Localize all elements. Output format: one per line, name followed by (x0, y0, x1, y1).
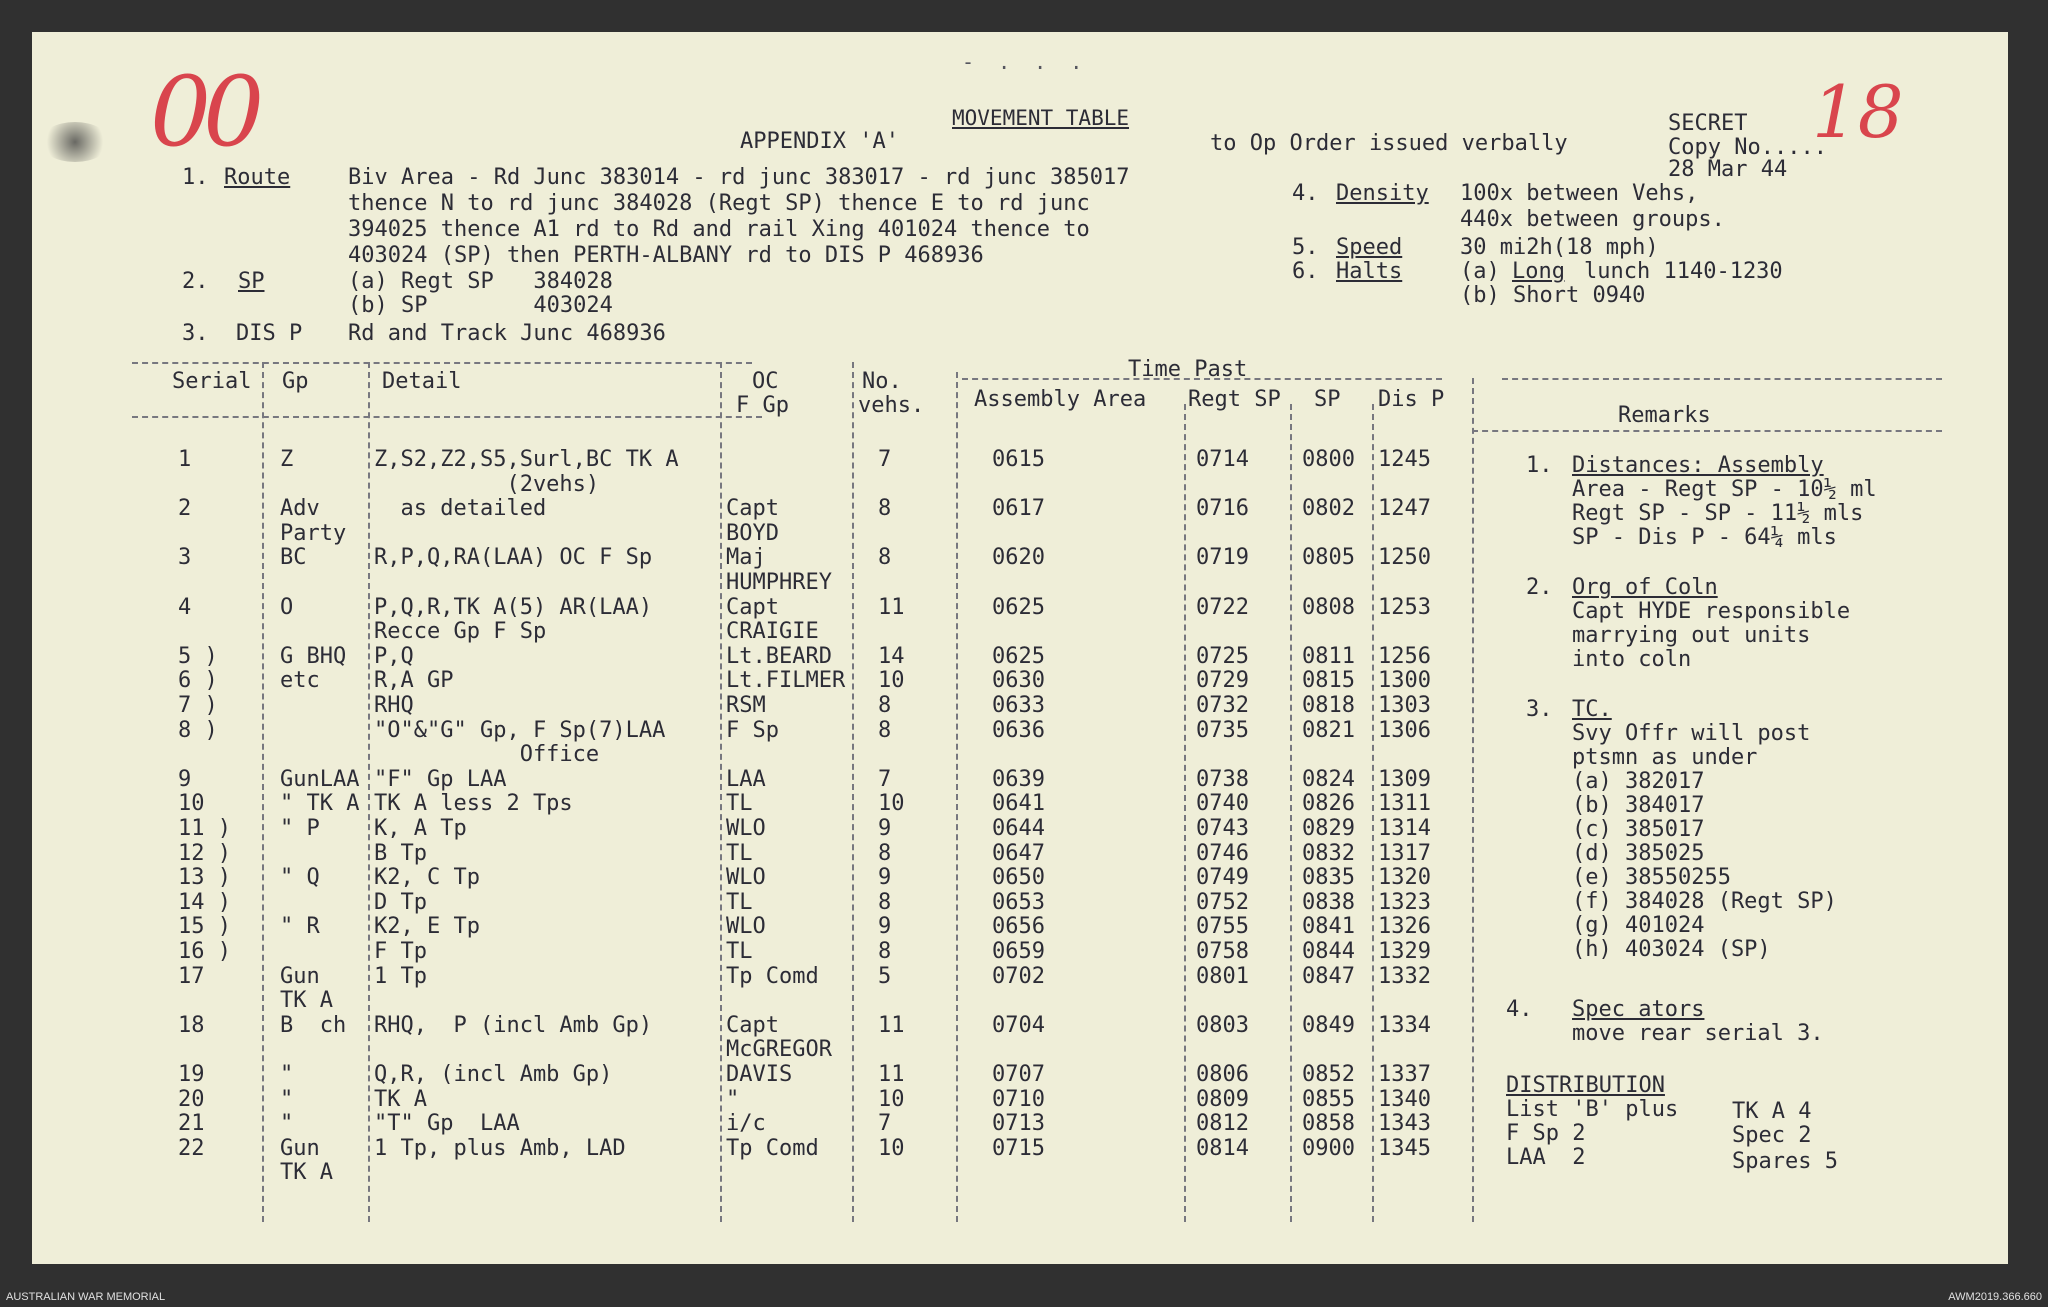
row-oc: Capt (726, 595, 779, 620)
row-detail: F Tp (374, 939, 427, 964)
row-sp-time: 0855 (1302, 1087, 1355, 1112)
header-top-marks: - . . . (962, 50, 1089, 74)
row-oc: BOYD (726, 521, 779, 546)
row-group: Z (280, 447, 294, 472)
column-divider (1472, 378, 1474, 1222)
row-regt-sp-time: 0803 (1196, 1013, 1249, 1038)
row-dis-p-time: 1345 (1378, 1136, 1431, 1161)
row-assembly-time: 0710 (992, 1087, 1045, 1112)
row-detail: Q,R, (incl Amb Gp) (374, 1062, 613, 1087)
remark-line: SP - Dis P - 64¼ mls (1572, 525, 1837, 550)
distribution-line: LAA 2 (1506, 1145, 1586, 1170)
row-detail: 1 Tp, plus Amb, LAD (374, 1136, 626, 1161)
row-dis-p-time: 1329 (1378, 939, 1431, 964)
row-detail: Office (374, 742, 600, 767)
row-oc: WLO (726, 816, 766, 841)
red-handwritten-mark-left: 00 (150, 56, 257, 168)
row-dis-p-time: 1253 (1378, 595, 1431, 620)
row-oc: Lt.FILMER (726, 668, 846, 693)
row-vehicle-count: 8 (878, 939, 892, 964)
header-dis-p: Dis P (1378, 387, 1445, 412)
row-assembly-time: 0633 (992, 693, 1045, 718)
remark-number: 3. (1526, 697, 1553, 722)
row-group: " (280, 1087, 294, 1112)
row-vehicle-count: 7 (878, 767, 892, 792)
row-serial: 17 (178, 964, 205, 989)
row-detail: R,A GP (374, 668, 454, 693)
route-number: 1. (182, 165, 209, 190)
row-serial: 8 ) (178, 718, 218, 743)
column-divider (720, 362, 722, 1222)
row-serial: 1 (178, 447, 192, 472)
speed-label: Speed (1336, 235, 1403, 260)
row-detail: "F" Gp LAA (374, 767, 507, 792)
row-serial: 7 ) (178, 693, 218, 718)
column-divider (262, 362, 264, 1222)
sp-line: (b) SP 403024 (348, 293, 613, 318)
row-oc: CRAIGIE (726, 619, 819, 644)
column-divider (1290, 404, 1292, 1222)
row-oc: LAA (726, 767, 766, 792)
row-assembly-time: 0715 (992, 1136, 1045, 1161)
row-sp-time: 0832 (1302, 841, 1355, 866)
row-oc: HUMPHREY (726, 570, 832, 595)
remark-label: TC. (1572, 697, 1612, 722)
row-sp-time: 0815 (1302, 668, 1355, 693)
row-serial: 19 (178, 1062, 205, 1087)
ink-smudge (40, 122, 110, 162)
row-detail: K2, C Tp (374, 865, 480, 890)
header-serial: Serial (172, 369, 252, 394)
row-vehicle-count: 7 (878, 447, 892, 472)
remarks-header-rule (1472, 430, 1942, 432)
row-serial: 15 ) (178, 914, 231, 939)
row-group: " Q (280, 865, 320, 890)
row-detail: D Tp (374, 890, 427, 915)
row-dis-p-time: 1311 (1378, 791, 1431, 816)
row-vehicle-count: 8 (878, 841, 892, 866)
row-dis-p-time: 1337 (1378, 1062, 1431, 1087)
column-divider (956, 372, 958, 1222)
row-detail: K2, E Tp (374, 914, 480, 939)
density-line: 100x between Vehs, (1460, 181, 1699, 206)
row-dis-p-time: 1343 (1378, 1111, 1431, 1136)
density-number: 4. (1292, 181, 1319, 206)
row-serial: 16 ) (178, 939, 231, 964)
row-dis-p-time: 1317 (1378, 841, 1431, 866)
row-sp-time: 0808 (1302, 595, 1355, 620)
row-oc: Maj (726, 545, 766, 570)
footer-institution: AUSTRALIAN WAR MEMORIAL (6, 1291, 166, 1303)
row-regt-sp-time: 0735 (1196, 718, 1249, 743)
halts-a-text: lunch 1140-1230 (1584, 259, 1783, 284)
remark-number: 4. (1506, 997, 1533, 1022)
row-oc: Capt (726, 1013, 779, 1038)
row-sp-time: 0829 (1302, 816, 1355, 841)
row-vehicle-count: 9 (878, 914, 892, 939)
row-group: " P (280, 816, 320, 841)
row-assembly-time: 0707 (992, 1062, 1045, 1087)
table-top-rule (132, 362, 752, 364)
row-oc: WLO (726, 865, 766, 890)
row-vehicle-count: 14 (878, 644, 905, 669)
row-detail: Z,S2,Z2,S5,Surl,BC TK A (374, 447, 679, 472)
row-oc: Capt (726, 496, 779, 521)
row-regt-sp-time: 0732 (1196, 693, 1249, 718)
header-vehs: No. (862, 369, 902, 394)
halts-b-text: (b) Short 0940 (1460, 283, 1646, 308)
row-assembly-time: 0620 (992, 545, 1045, 570)
row-serial: 10 (178, 791, 205, 816)
row-sp-time: 0835 (1302, 865, 1355, 890)
row-regt-sp-time: 0719 (1196, 545, 1249, 570)
row-sp-time: 0826 (1302, 791, 1355, 816)
row-serial: 14 ) (178, 890, 231, 915)
row-dis-p-time: 1247 (1378, 496, 1431, 521)
row-group: " TK A (280, 791, 360, 816)
appendix-label: APPENDIX 'A' (740, 129, 899, 154)
row-group: Adv (280, 496, 320, 521)
row-detail: P,Q,R,TK A(5) AR(LAA) (374, 595, 653, 620)
remark-line: Svy Offr will post (1572, 721, 1811, 746)
halts-label: Halts (1336, 259, 1403, 284)
document-subtitle: to Op Order issued verbally (1210, 131, 1568, 156)
remark-line: marrying out units (1572, 623, 1811, 648)
row-vehicle-count: 11 (878, 595, 905, 620)
row-regt-sp-time: 0746 (1196, 841, 1249, 866)
row-vehicle-count: 9 (878, 816, 892, 841)
row-sp-time: 0800 (1302, 447, 1355, 472)
route-label: Route (224, 165, 291, 190)
row-dis-p-time: 1332 (1378, 964, 1431, 989)
row-vehicle-count: 11 (878, 1062, 905, 1087)
header-assembly: Assembly Area (974, 387, 1147, 412)
row-oc: TL (726, 841, 753, 866)
row-group: GunLAA (280, 767, 360, 792)
row-regt-sp-time: 0752 (1196, 890, 1249, 915)
row-regt-sp-time: 0738 (1196, 767, 1249, 792)
header-vehs-line2: vehs. (858, 393, 925, 418)
remark-number: 1. (1526, 453, 1553, 478)
remark-line: (h) 403024 (SP) (1572, 937, 1771, 962)
red-handwritten-mark-right: 18 (1812, 70, 1904, 154)
row-assembly-time: 0641 (992, 791, 1045, 816)
row-regt-sp-time: 0809 (1196, 1087, 1249, 1112)
row-oc: TL (726, 939, 753, 964)
row-serial: 13 ) (178, 865, 231, 890)
row-serial: 11 ) (178, 816, 231, 841)
remark-line: Org of Coln (1572, 575, 1718, 600)
remark-line: Distances: Assembly (1572, 453, 1824, 478)
halts-a-marker: (a) (1460, 259, 1500, 284)
remark-line: Area - Regt SP - 10½ ml (1572, 477, 1877, 502)
row-serial: 6 ) (178, 668, 218, 693)
row-oc: McGREGOR (726, 1037, 832, 1062)
row-dis-p-time: 1323 (1378, 890, 1431, 915)
row-regt-sp-time: 0758 (1196, 939, 1249, 964)
row-group: Party (280, 521, 347, 546)
row-vehicle-count: 10 (878, 1136, 905, 1161)
row-serial: 2 (178, 496, 192, 521)
row-regt-sp-time: 0806 (1196, 1062, 1249, 1087)
row-sp-time: 0844 (1302, 939, 1355, 964)
header-time-past: Time Past (1128, 357, 1248, 382)
row-sp-time: 0802 (1302, 496, 1355, 521)
row-dis-p-time: 1334 (1378, 1013, 1431, 1038)
row-regt-sp-time: 0729 (1196, 668, 1249, 693)
remark-line: Regt SP - SP - 11½ mls (1572, 501, 1864, 526)
row-detail: "O"&"G" Gp, F Sp(7)LAA (374, 718, 666, 743)
row-sp-time: 0818 (1302, 693, 1355, 718)
row-assembly-time: 0713 (992, 1111, 1045, 1136)
row-dis-p-time: 1303 (1378, 693, 1431, 718)
row-group: O (280, 595, 294, 620)
row-serial: 3 (178, 545, 192, 570)
row-assembly-time: 0617 (992, 496, 1045, 521)
copy-number: Copy No..... (1668, 135, 1827, 160)
row-detail: TK A (374, 1087, 427, 1112)
row-regt-sp-time: 0725 (1196, 644, 1249, 669)
row-assembly-time: 0630 (992, 668, 1045, 693)
disp-text: Rd and Track Junc 468936 (348, 321, 666, 346)
row-assembly-time: 0704 (992, 1013, 1045, 1038)
column-divider (1372, 404, 1374, 1222)
row-assembly-time: 0653 (992, 890, 1045, 915)
row-serial: 18 (178, 1013, 205, 1038)
row-dis-p-time: 1340 (1378, 1087, 1431, 1112)
row-group: Gun (280, 964, 320, 989)
sp-line: (a) Regt SP 384028 (348, 269, 613, 294)
row-vehicle-count: 8 (878, 718, 892, 743)
row-serial: 12 ) (178, 841, 231, 866)
distribution-title: DISTRIBUTION (1506, 1073, 1665, 1098)
row-regt-sp-time: 0755 (1196, 914, 1249, 939)
row-vehicle-count: 10 (878, 791, 905, 816)
document-page (32, 32, 2008, 1264)
disp-label: DIS P (236, 321, 303, 346)
document-date: 28 Mar 44 (1668, 157, 1788, 182)
distribution-line: F Sp 2 (1506, 1121, 1586, 1146)
row-vehicle-count: 5 (878, 964, 892, 989)
row-dis-p-time: 1326 (1378, 914, 1431, 939)
row-detail: TK A less 2 Tps (374, 791, 573, 816)
row-detail: (2vehs) (374, 472, 600, 497)
row-oc: F Sp (726, 718, 779, 743)
remark-line: (d) 385025 (1572, 841, 1705, 866)
row-vehicle-count: 8 (878, 890, 892, 915)
row-regt-sp-time: 0801 (1196, 964, 1249, 989)
row-sp-time: 0858 (1302, 1111, 1355, 1136)
row-regt-sp-time: 0812 (1196, 1111, 1249, 1136)
row-dis-p-time: 1245 (1378, 447, 1431, 472)
row-group: Gun (280, 1136, 320, 1161)
row-serial: 4 (178, 595, 192, 620)
row-sp-time: 0821 (1302, 718, 1355, 743)
row-assembly-time: 0625 (992, 595, 1045, 620)
column-divider (852, 362, 854, 1222)
row-sp-time: 0838 (1302, 890, 1355, 915)
row-assembly-time: 0636 (992, 718, 1045, 743)
row-oc: RSM (726, 693, 766, 718)
density-label: Density (1336, 181, 1429, 206)
row-assembly-time: 0615 (992, 447, 1045, 472)
footer-catalogue-number: AWM2019.366.660 (1948, 1291, 2042, 1303)
halts-number: 6. (1292, 259, 1319, 284)
row-detail: R,P,Q,RA(LAA) OC F Sp (374, 545, 653, 570)
row-sp-time: 0900 (1302, 1136, 1355, 1161)
row-oc: Lt.BEARD (726, 644, 832, 669)
row-sp-time: 0811 (1302, 644, 1355, 669)
remark-line: (b) 384017 (1572, 793, 1705, 818)
row-sp-time: 0847 (1302, 964, 1355, 989)
row-regt-sp-time: 0814 (1196, 1136, 1249, 1161)
row-detail: as detailed (374, 496, 547, 521)
speed-text: 30 mi2h(18 mph) (1460, 235, 1659, 260)
remark-line: into coln (1572, 647, 1692, 672)
row-dis-p-time: 1256 (1378, 644, 1431, 669)
row-regt-sp-time: 0716 (1196, 496, 1249, 521)
row-oc: " (726, 1087, 740, 1112)
row-group: etc (280, 668, 320, 693)
row-dis-p-time: 1314 (1378, 816, 1431, 841)
row-oc: i/c (726, 1111, 766, 1136)
header-gp: Gp (282, 369, 309, 394)
row-detail: RHQ, P (incl Amb Gp) (374, 1013, 653, 1038)
header-regt-sp: Regt SP (1188, 387, 1281, 412)
row-detail: P,Q (374, 644, 414, 669)
row-assembly-time: 0650 (992, 865, 1045, 890)
row-detail: Recce Gp F Sp (374, 619, 547, 644)
speed-number: 5. (1292, 235, 1319, 260)
row-regt-sp-time: 0722 (1196, 595, 1249, 620)
row-assembly-time: 0702 (992, 964, 1045, 989)
row-detail: RHQ (374, 693, 414, 718)
row-group: G BHQ (280, 644, 347, 669)
row-assembly-time: 0656 (992, 914, 1045, 939)
remark-line: (c) 385017 (1572, 817, 1705, 842)
header-oc: OC (752, 369, 779, 394)
remark-line: ptsmn as under (1572, 745, 1758, 770)
row-oc: WLO (726, 914, 766, 939)
row-vehicle-count: 7 (878, 1111, 892, 1136)
row-vehicle-count: 8 (878, 693, 892, 718)
classification: SECRET (1668, 111, 1748, 136)
row-sp-time: 0841 (1302, 914, 1355, 939)
remark-line: (g) 401024 (1572, 913, 1705, 938)
row-oc: TL (726, 791, 753, 816)
row-oc: DAVIS (726, 1062, 793, 1087)
remark-line: (e) 38550255 (1572, 865, 1731, 890)
row-assembly-time: 0659 (992, 939, 1045, 964)
row-regt-sp-time: 0749 (1196, 865, 1249, 890)
row-group: TK A (280, 1160, 333, 1185)
row-sp-time: 0849 (1302, 1013, 1355, 1038)
distribution-line: Spec 2 (1732, 1123, 1812, 1148)
row-group: BC (280, 545, 307, 570)
table-header-rule (132, 416, 762, 418)
row-group: " (280, 1111, 294, 1136)
disp-number: 3. (182, 321, 209, 346)
row-vehicle-count: 8 (878, 496, 892, 521)
sp-label: SP (238, 269, 265, 294)
row-vehicle-count: 8 (878, 545, 892, 570)
row-oc: TL (726, 890, 753, 915)
row-group: B ch (280, 1013, 347, 1038)
row-serial: 20 (178, 1087, 205, 1112)
row-oc: Tp Comd (726, 964, 819, 989)
row-group: " (280, 1062, 294, 1087)
column-divider (1184, 404, 1186, 1222)
row-detail: K, A Tp (374, 816, 467, 841)
document-title: MOVEMENT TABLE (952, 106, 1130, 130)
halts-a-label: Long (1512, 259, 1565, 284)
distribution-line: TK A 4 (1732, 1099, 1812, 1124)
row-vehicle-count: 10 (878, 668, 905, 693)
row-group: " R (280, 914, 320, 939)
row-vehicle-count: 10 (878, 1087, 905, 1112)
remark-line: Capt HYDE responsible (1572, 599, 1851, 624)
row-serial: 22 (178, 1136, 205, 1161)
row-assembly-time: 0644 (992, 816, 1045, 841)
row-regt-sp-time: 0740 (1196, 791, 1249, 816)
row-detail: B Tp (374, 841, 427, 866)
distribution-line: Spares 5 (1732, 1149, 1838, 1174)
remark-line: move rear serial 3. (1572, 1021, 1824, 1046)
remark-line: (f) 384028 (Regt SP) (1572, 889, 1837, 914)
route-line: 403024 (SP) then PERTH-ALBANY rd to DIS P 468936 (348, 243, 984, 268)
header-remarks: Remarks (1618, 403, 1711, 428)
route-line: 394025 thence A1 rd to Rd and rail Xing 401024 thence to (348, 217, 1090, 242)
row-dis-p-time: 1300 (1378, 668, 1431, 693)
row-detail: "T" Gp LAA (374, 1111, 520, 1136)
remark-line: (a) 382017 (1572, 769, 1705, 794)
route-line: Biv Area - Rd Junc 383014 - rd junc 383017 - rd junc 385017 (348, 165, 1130, 190)
row-sp-time: 0805 (1302, 545, 1355, 570)
remark-line: Spec ators (1572, 997, 1705, 1022)
row-dis-p-time: 1309 (1378, 767, 1431, 792)
row-sp-time: 0824 (1302, 767, 1355, 792)
column-divider (368, 362, 370, 1222)
sp-number: 2. (182, 269, 209, 294)
row-serial: 5 ) (178, 644, 218, 669)
row-regt-sp-time: 0714 (1196, 447, 1249, 472)
header-sp: SP (1314, 387, 1341, 412)
row-assembly-time: 0647 (992, 841, 1045, 866)
header-oc-line2: F Gp (736, 393, 789, 418)
row-dis-p-time: 1250 (1378, 545, 1431, 570)
row-assembly-time: 0639 (992, 767, 1045, 792)
row-detail: 1 Tp (374, 964, 427, 989)
remarks-top-rule (1502, 378, 1942, 380)
route-line: thence N to rd junc 384028 (Regt SP) thence E to rd junc (348, 191, 1090, 216)
row-group: TK A (280, 988, 333, 1013)
row-sp-time: 0852 (1302, 1062, 1355, 1087)
row-oc: Tp Comd (726, 1136, 819, 1161)
row-serial: 9 (178, 767, 192, 792)
density-line: 440x between groups. (1460, 207, 1725, 232)
remark-number: 2. (1526, 575, 1553, 600)
row-vehicle-count: 9 (878, 865, 892, 890)
row-regt-sp-time: 0743 (1196, 816, 1249, 841)
row-serial: 21 (178, 1111, 205, 1136)
row-assembly-time: 0625 (992, 644, 1045, 669)
row-dis-p-time: 1306 (1378, 718, 1431, 743)
row-dis-p-time: 1320 (1378, 865, 1431, 890)
header-detail: Detail (382, 369, 462, 394)
distribution-line: List 'B' plus (1506, 1097, 1679, 1122)
row-vehicle-count: 11 (878, 1013, 905, 1038)
